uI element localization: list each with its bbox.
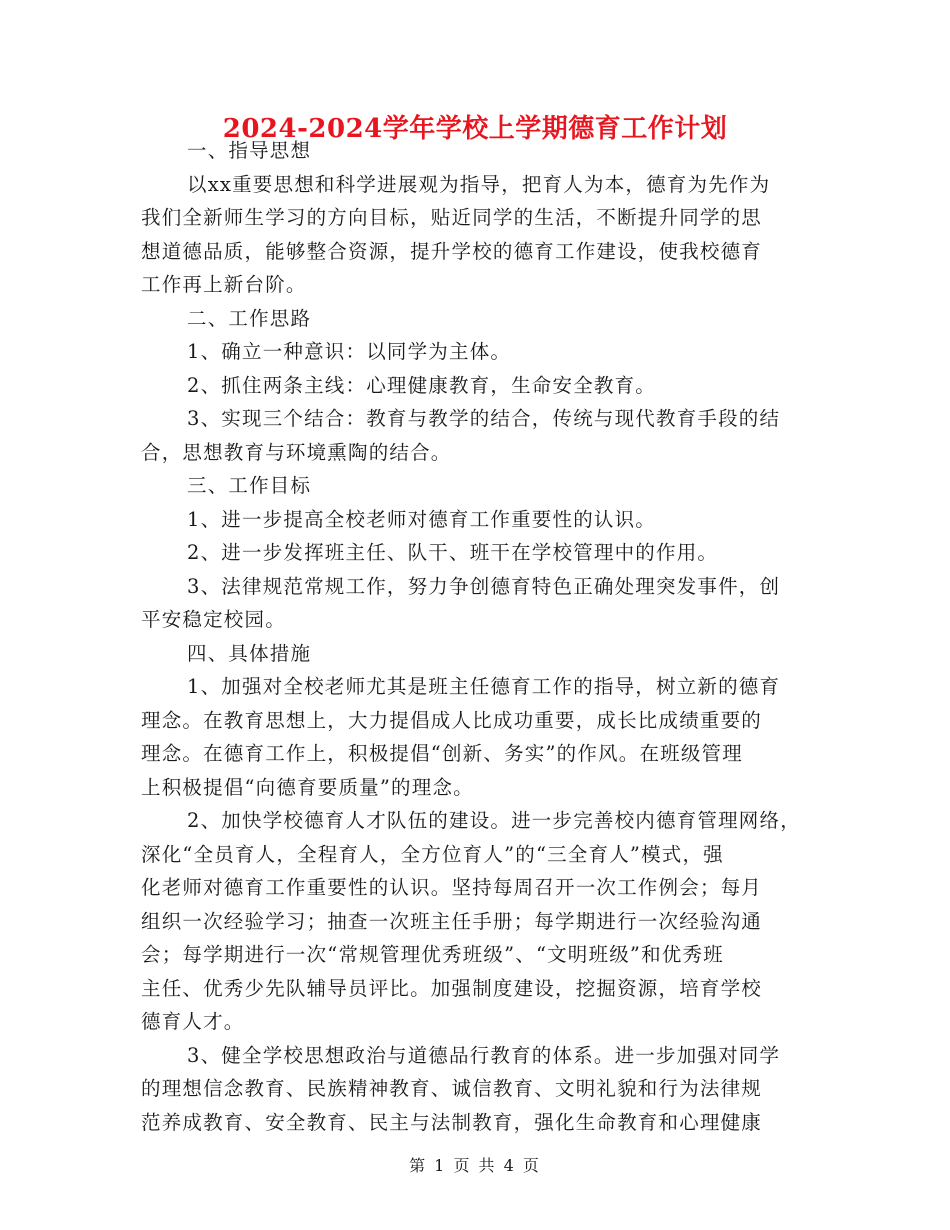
- text-line: 1、加强对全校老师尤其是班主任德育工作的指导，树立新的德育: [187, 675, 781, 698]
- text-line: 会；每学期进行一次“常规管理优秀班级”、“文明班级”和优秀班: [141, 943, 724, 966]
- text-line: 上积极提倡“向德育要质量”的理念。: [141, 775, 474, 799]
- text-line: 主任、优秀少先队辅导员评比。加强制度建设，挖掘资源，培育学校: [141, 976, 763, 1000]
- document-title: 2024-2024学年学校上学期德育工作计划: [222, 114, 728, 144]
- text-line: 1、确立一种意识：以同学为主体。: [187, 340, 512, 363]
- page-footer: 第 1 页 共 4 页: [409, 1156, 541, 1175]
- text-line: 2、抓住两条主线：心理健康教育，生命安全教育。: [187, 373, 657, 397]
- text-line: 范养成教育、安全教育、民主与法制教育，强化生命教育和心理健康: [141, 1110, 763, 1134]
- text-line: 德育人才。: [141, 1010, 245, 1033]
- text-line: 2、加快学校德育人才队伍的建设。进一步完善校内德育管理网络，: [187, 809, 801, 832]
- text-line: 一、指导思想: [187, 139, 312, 162]
- text-line: 3、法律规范常规工作，努力争创德育特色正确处理突发事件，创: [187, 574, 781, 598]
- text-line: 2、进一步发挥班主任、队干、班干在学校管理中的作用。: [187, 541, 719, 564]
- text-line: 理念。在德育工作上，积极提倡“创新、务实”的作风。在班级管理: [141, 742, 743, 765]
- text-line: 想道德品质，能够整合资源，提升学校的德育工作建设，使我校德育: [141, 239, 763, 263]
- text-line: 三、工作目标: [187, 474, 312, 497]
- text-line: 的理想信念教育、民族精神教育、诚信教育、文明礼貌和行为法律规: [141, 1077, 763, 1100]
- text-line: 组织一次经验学习；抽查一次班主任手册；每学期进行一次经验沟通: [141, 909, 763, 933]
- text-line: 理念。在教育思想上，大力提倡成人比成功重要，成长比成绩重要的: [141, 708, 763, 732]
- text-line: 四、具体措施: [187, 641, 312, 665]
- text-line: 化老师对德育工作重要性的认识。坚持每周召开一次工作例会；每月: [141, 876, 763, 899]
- text-line: 二、工作思路: [187, 306, 312, 330]
- text-line: 深化“全员育人，全程育人，全方位育人”的“三全育人”模式，强: [141, 842, 724, 866]
- text-line: 3、实现三个结合：教育与教学的结合，传统与现代教育手段的结: [187, 407, 781, 430]
- text-line: 平安稳定校园。: [141, 608, 286, 631]
- text-line: 以xx重要思想和科学进展观为指导，把育人为本，德育为先作为: [187, 172, 771, 196]
- text-line: 我们全新师生学习的方向目标，贴近同学的生活，不断提升同学的思: [141, 206, 763, 229]
- document-body: [141, 134, 811, 1139]
- text-line: 3、健全学校思想政治与道德品行教育的体系。进一步加强对同学: [187, 1043, 781, 1067]
- text-line: 合，思想教育与环境熏陶的结合。: [141, 440, 452, 464]
- text-line: 工作再上新台阶。: [141, 273, 307, 296]
- text-line: 1、进一步提高全校老师对德育工作重要性的认识。: [187, 507, 657, 531]
